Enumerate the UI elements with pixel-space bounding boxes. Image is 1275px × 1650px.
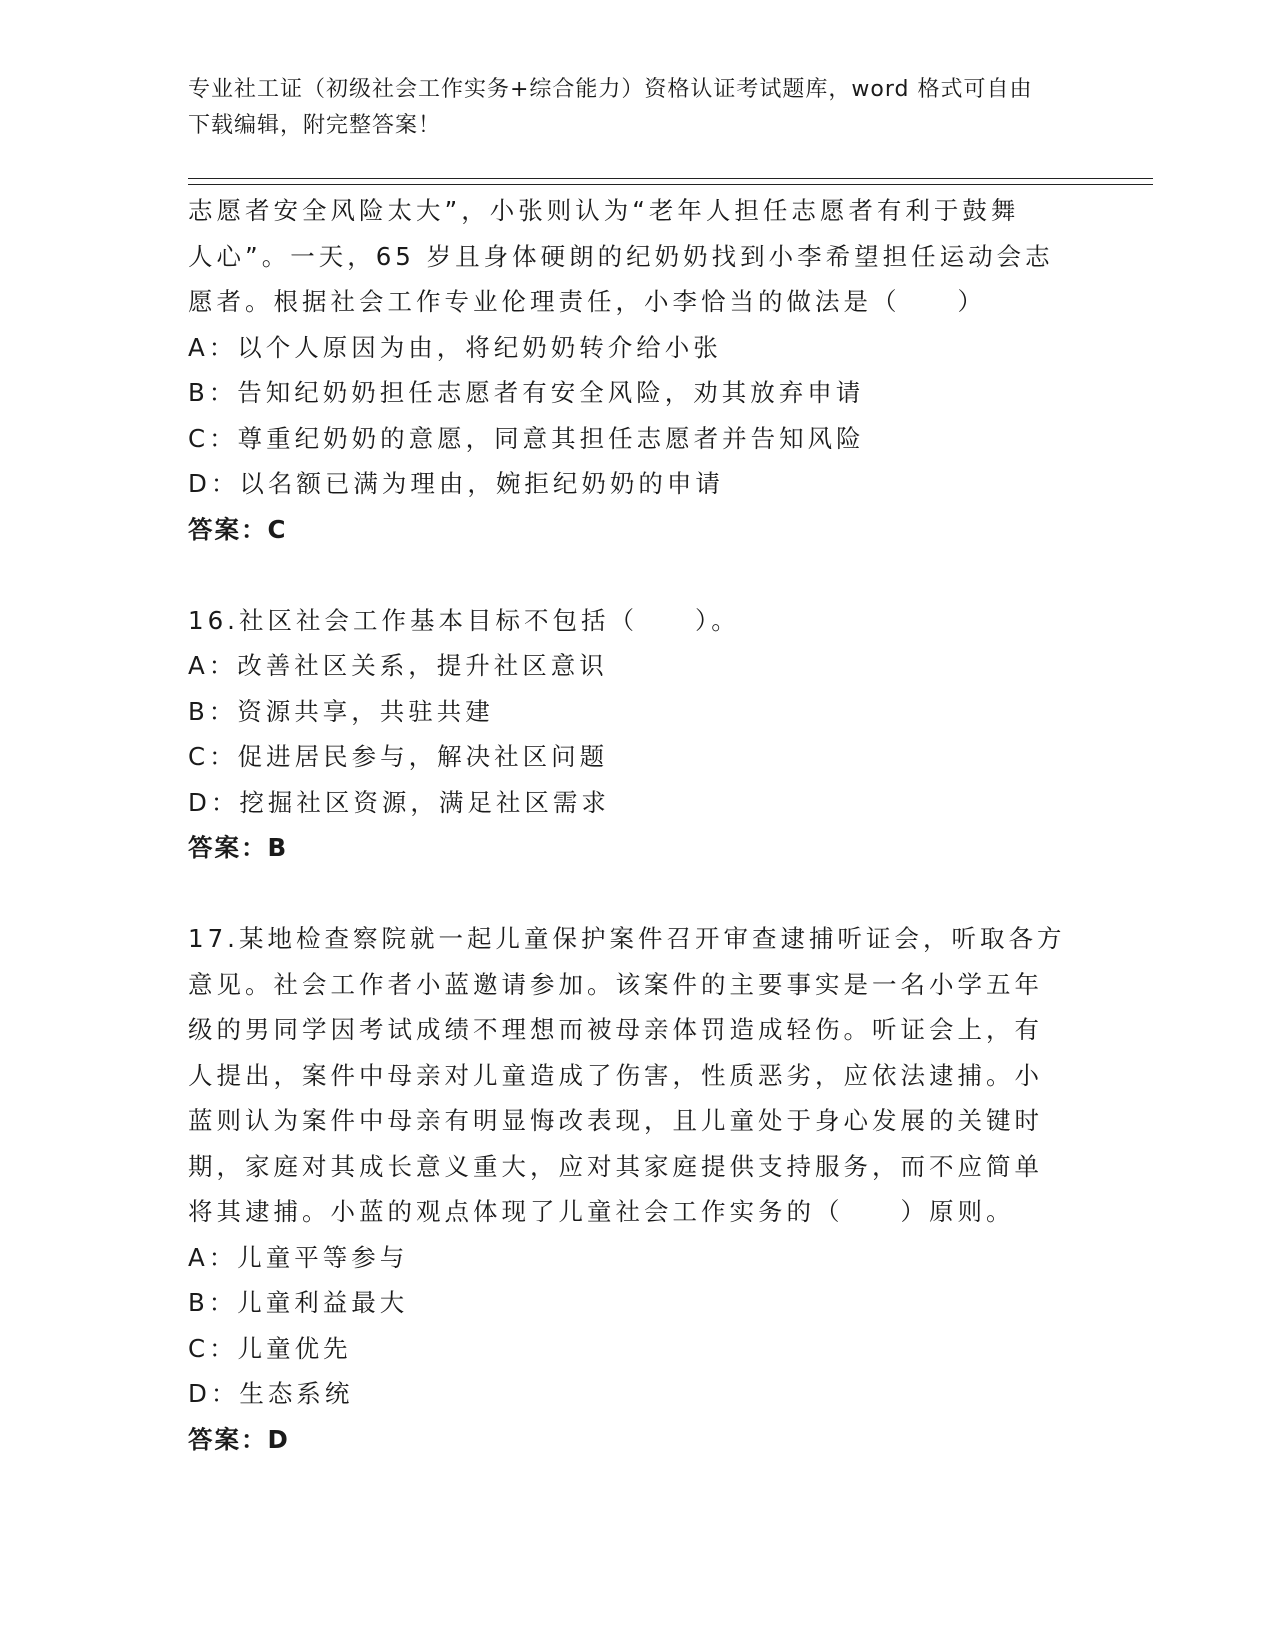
- question-text-line: 志愿者安全风险太大”，小张则认为“老年人担任志愿者有利于鼓舞: [188, 196, 1020, 225]
- option-b: B：儿童利益最大: [188, 1288, 409, 1317]
- header-rule-top: [188, 178, 1153, 179]
- question-text-line: 意见。社会工作者小蓝邀请参加。该案件的主要事实是一名小学五年: [188, 969, 1043, 999]
- spacer: [188, 871, 1088, 917]
- option-d: D：生态系统: [188, 1379, 354, 1408]
- option-b: B：告知纪奶奶担任志愿者有安全风险，劝其放弃申请: [188, 378, 865, 407]
- question-text-line: 期，家庭对其成长意义重大，应对其家庭提供支持服务，而不应简单: [188, 1151, 1043, 1181]
- question-16: [188, 598, 1088, 871]
- answer: 答案：D: [188, 1424, 290, 1454]
- document-header: [188, 72, 1088, 144]
- document-body: [188, 188, 1088, 1462]
- option-d: D：挖掘社区资源，满足社区需求: [188, 787, 610, 817]
- question-17: [188, 916, 1088, 1462]
- question-15: [188, 188, 1088, 552]
- option-c: C：儿童优先: [188, 1333, 352, 1363]
- answer: 答案：B: [188, 833, 289, 862]
- option-a: A：以个人原因为由，将纪奶奶转介给小张: [188, 332, 722, 362]
- question-text-line: 人提出，案件中母亲对儿童造成了伤害，性质恶劣，应依法逮捕。小: [188, 1060, 1043, 1090]
- spacer: [188, 552, 1088, 598]
- question-text-line: 愿者。根据社会工作专业伦理责任，小李恰当的做法是（ ）: [188, 287, 986, 316]
- question-text-line: 17.某地检查察院就一起儿童保护案件召开审查逮捕听证会，听取各方: [188, 924, 1066, 953]
- question-text-line: 16.社区社会工作基本目标不包括（ ）。: [188, 605, 740, 635]
- question-text-line: 级的男同学因考试成绩不理想而被母亲体罚造成轻伤。听证会上，有: [188, 1015, 1043, 1044]
- question-text-line: 人心”。一天，65 岁且身体硬朗的纪奶奶找到小李希望担任运动会志: [188, 241, 1054, 271]
- option-c: C：促进居民参与，解决社区问题: [188, 742, 609, 771]
- option-b: B：资源共享，共驻共建: [188, 696, 494, 726]
- header-line-2: 下载编辑，附完整答案！: [188, 113, 442, 138]
- question-text-line: 蓝则认为案件中母亲有明显悔改表现，且儿童处于身心发展的关键时: [188, 1106, 1043, 1135]
- question-text-line: 将其逮捕。小蓝的观点体现了儿童社会工作实务的（ ）原则。: [188, 1197, 1015, 1226]
- header-rule-bottom: [188, 184, 1153, 185]
- option-a: A：改善社区关系，提升社区意识: [188, 651, 608, 680]
- option-d: D：以名额已满为理由，婉拒纪奶奶的申请: [188, 469, 724, 498]
- option-c: C：尊重纪奶奶的意愿，同意其担任志愿者并告知风险: [188, 423, 865, 453]
- answer: 答案：C: [188, 514, 288, 544]
- header-line-1: 专业社工证（初级社会工作实务+综合能力）资格认证考试题库，word 格式可自由: [188, 77, 1033, 102]
- option-a: A：儿童平等参与: [188, 1242, 409, 1272]
